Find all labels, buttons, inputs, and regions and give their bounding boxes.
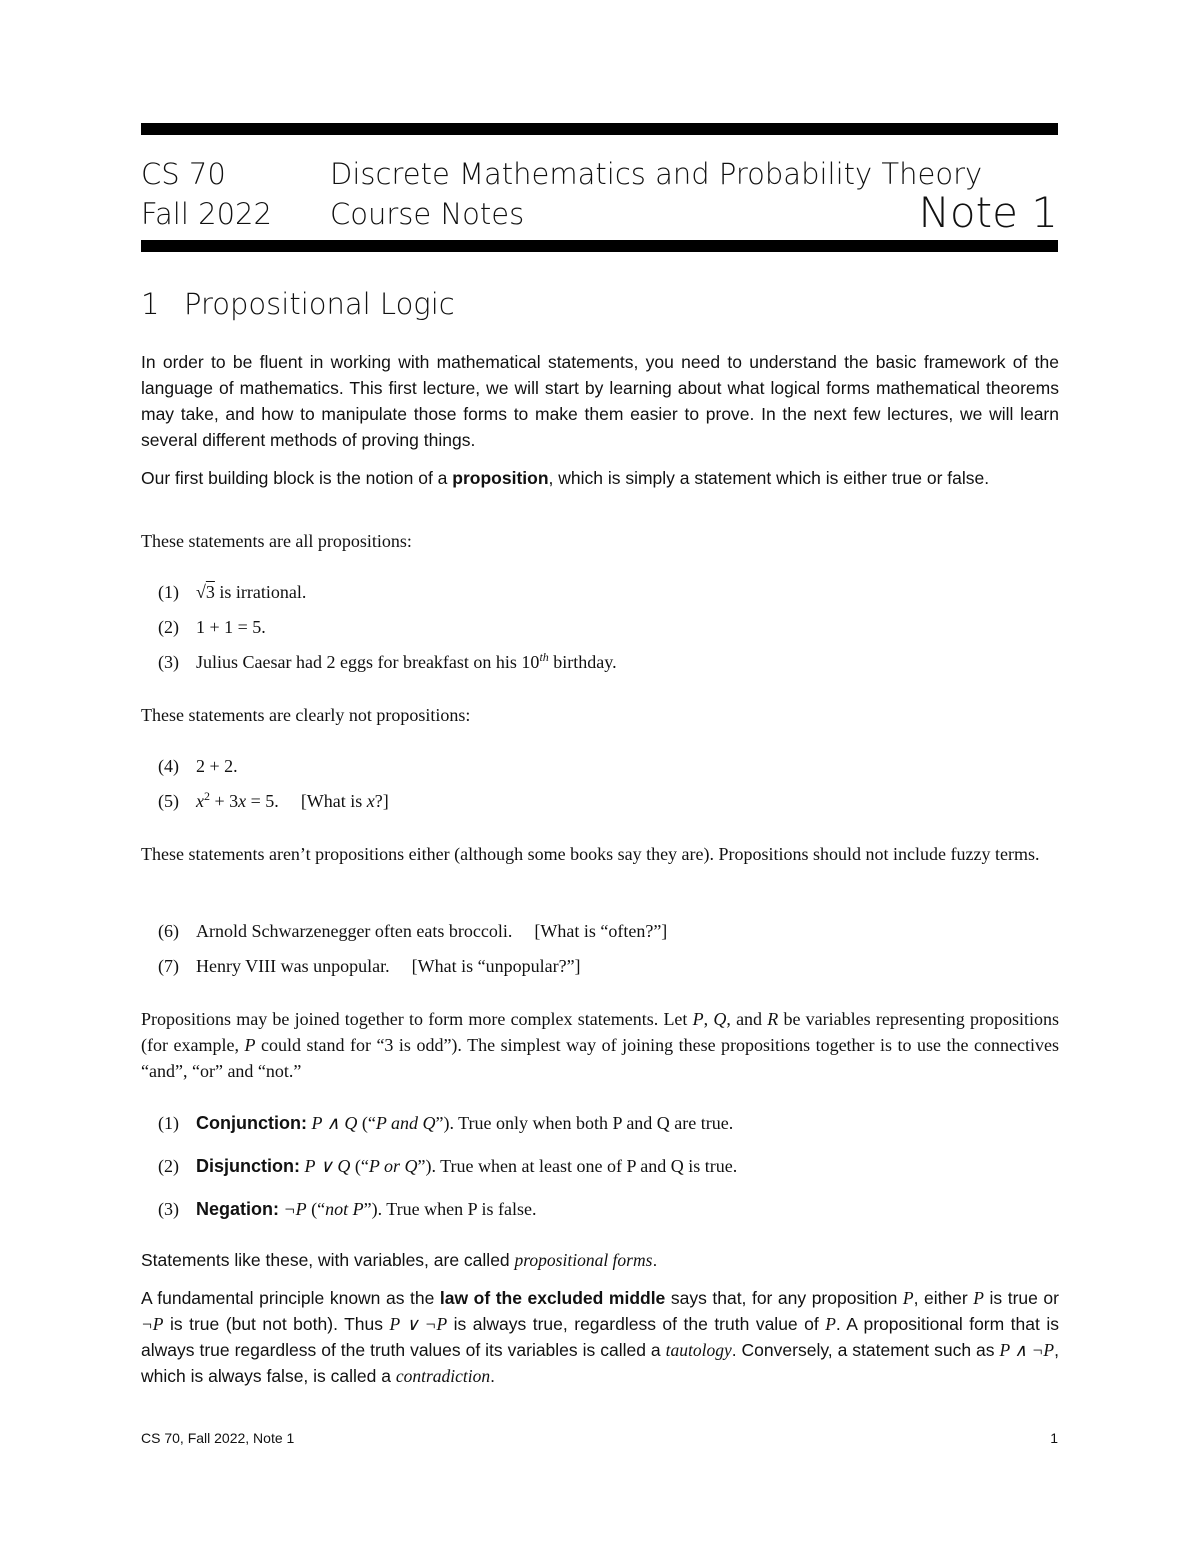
propositions-intro: These statements are all propositions: (141, 531, 412, 551)
list-item: (4) 2 + 2. (158, 756, 238, 776)
page-number: 1 (1050, 1430, 1058, 1446)
term-propositional-forms: propositional forms (514, 1250, 653, 1270)
proposition-definition (141, 465, 1059, 491)
section-heading (141, 287, 455, 321)
header-bottom-rule (141, 240, 1058, 252)
term-excluded-middle: law of the excluded middle (439, 1288, 666, 1308)
paragraph-text: Our first building block is the notion of a proposition, which is simply a statement which is either true or false. (141, 468, 990, 488)
fuzzy-terms-paragraph: These statements aren’t propositions either (although some books say they are). Propositions should not include fuzzy terms. (141, 844, 1040, 864)
connective-disjunction: (2) Disjunction: P ∨ Q (“P or Q”). True when at least one of P and Q is true. (158, 1156, 738, 1176)
list-item: (6) Arnold Schwarzenegger often eats broccoli. [What is “often?”] (158, 921, 668, 941)
item-comment: [What is “unpopular?”] (411, 956, 581, 976)
list-item: (7) Henry VIII was unpopular. [What is “unpopular?”] (158, 956, 581, 976)
excluded-middle-paragraph: A fundamental principle known as the law of the excluded middle says that, for any proposition P, either P is true or ¬P is true (but not both). Thus P ∨ ¬P is always true, regardless of the truth value of P. A propositional form that is always true regardless of the truth values of its variables is called a tautology. Conversely, a statement such as P ∧ ¬P, which is always false, is called a contradiction. (141, 1288, 1059, 1386)
term-contradiction: contradiction (395, 1366, 491, 1386)
header-top-rule (141, 123, 1058, 135)
propositional-forms-paragraph: Statements like these, with variables, are called propositional forms. (141, 1250, 658, 1270)
intro-paragraph (141, 349, 1059, 453)
list-item: (1) √3 is irrational. (158, 582, 307, 602)
non-propositions-intro: These statements are clearly not propositions: (141, 705, 471, 725)
list-item: (5) $x^2 + 3x = 5$. [What is x?] (158, 789, 389, 811)
course-subtitle: Course Notes (330, 197, 525, 231)
term-proposition: proposition (452, 468, 549, 488)
connectives-paragraph: Propositions may be joined together to form more complex statements. Let P, Q, and R be variables representing propositions (for example, P could stand for “3 is odd”). The simplest way of joining these propositions together is to use the connectives “and”, “or” and “not.” (141, 1009, 1060, 1081)
list-item: (3) Julius Caesar had 2 eggs for breakfast on his 10th birthday. (158, 650, 617, 672)
course-title: Discrete Mathematics and Probability Theory (330, 157, 983, 191)
course-code: CS 70 (141, 157, 226, 191)
note-number: Note 1 (918, 188, 1058, 237)
section-title: Propositional Logic (184, 287, 455, 321)
footer-label: CS 70, Fall 2022, Note 1 (141, 1430, 295, 1446)
course-term: Fall 2022 (141, 197, 272, 231)
connective-negation: (3) Negation: ¬P (“not P”). True when P is false. (158, 1199, 537, 1219)
item-comment: [What is x?] (300, 791, 389, 811)
connective-conjunction: (1) Conjunction: P ∧ Q (“P and Q”). True only when both P and Q are true. (158, 1113, 734, 1133)
item-comment: [What is “often?”] (534, 921, 668, 941)
section-number: 1 (141, 287, 160, 321)
paragraph-text: In order to be fluent in working with mathematical statements, you need to understand the basic framework of the language of mathematics. This first lecture, we will start by learning about what logical forms mathematical theorems may take, and how to manipulate those forms to make them easier to prove. In the next few lectures, we will learn several different methods of proving things. (141, 352, 1059, 450)
list-item: (2) 1 + 1 = 5. (158, 617, 266, 637)
term-tautology: tautology (665, 1340, 732, 1360)
